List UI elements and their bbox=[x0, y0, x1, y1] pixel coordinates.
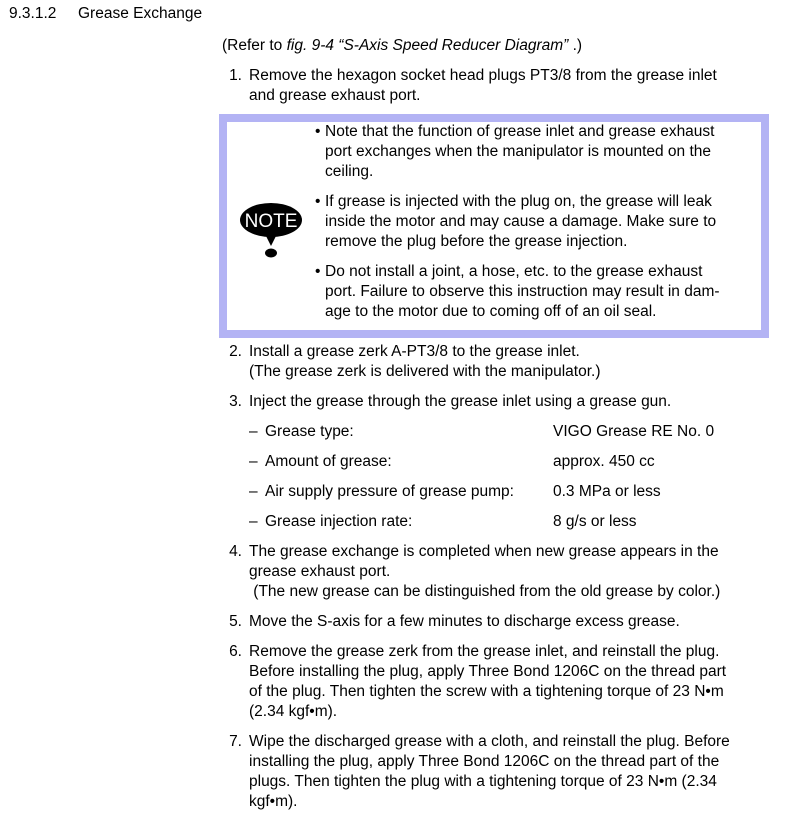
refer-quote: “S-Axis Speed Reducer Diagram” bbox=[334, 37, 569, 54]
note-line: If grease is injected with the plug on, the grease will leak bbox=[325, 193, 712, 210]
step-line: Remove the grease zerk from the grease inlet, and reinstall the plug. bbox=[249, 643, 720, 660]
note-line: Note that the function of grease inlet and grease exhaust bbox=[325, 123, 715, 140]
note-line: ceiling. bbox=[325, 163, 374, 180]
step-number: 1. bbox=[229, 67, 242, 84]
step-line: kgf•m). bbox=[249, 793, 298, 810]
step-line: Before installing the plug, apply Three Bond 1206C on the thread part bbox=[249, 663, 727, 680]
step-number: 6. bbox=[229, 643, 242, 660]
step-line: and grease exhaust port. bbox=[249, 87, 421, 104]
param-value: approx. 450 cc bbox=[553, 453, 655, 470]
param-dash: – bbox=[249, 483, 258, 500]
step-number: 5. bbox=[229, 613, 242, 630]
step-line: The grease exchange is completed when new grease appears in the bbox=[249, 543, 719, 560]
section-number: 9.3.1.2 bbox=[9, 5, 57, 22]
note-icon bbox=[239, 200, 303, 260]
refer-prefix: (Refer to bbox=[222, 37, 287, 54]
param-label: Grease injection rate: bbox=[265, 513, 413, 530]
bullet-dot: • bbox=[315, 263, 321, 280]
param-label: Air supply pressure of grease pump: bbox=[265, 483, 514, 500]
note-line: port. Failure to observe this instruction may result in dam- bbox=[325, 283, 720, 300]
param-dash: – bbox=[249, 513, 258, 530]
note-box bbox=[219, 114, 769, 338]
step-line: (The grease zerk is delivered with the manipulator.) bbox=[249, 363, 601, 380]
note-icon-label: NOTE bbox=[244, 211, 298, 232]
step-number: 3. bbox=[229, 393, 242, 410]
param-value: 8 g/s or less bbox=[553, 513, 637, 530]
note-line: age to the motor due to coming off of an oil seal. bbox=[325, 303, 657, 320]
step-line: Install a grease zerk A-PT3/8 to the grease inlet. bbox=[249, 343, 580, 360]
step-line: installing the plug, apply Three Bond 1206C on the thread part of the bbox=[249, 753, 720, 770]
step-line: Inject the grease through the grease inlet using a grease gun. bbox=[249, 393, 672, 410]
bullet-dot: • bbox=[315, 193, 321, 210]
step-number: 4. bbox=[229, 543, 242, 560]
step-line: grease exhaust port. bbox=[249, 563, 391, 580]
refer-fig: fig. 9-4 bbox=[286, 37, 334, 54]
refer-suffix: .) bbox=[568, 37, 583, 54]
step-line: Remove the hexagon socket head plugs PT3/8 from the grease inlet bbox=[249, 67, 717, 84]
note-line: inside the motor and may cause a damage. Make sure to bbox=[325, 213, 717, 230]
step-number: 7. bbox=[229, 733, 242, 750]
note-line: port exchanges when the manipulator is mounted on the bbox=[325, 143, 712, 160]
note-line: remove the plug before the grease injection. bbox=[325, 233, 628, 250]
param-value: 0.3 MPa or less bbox=[553, 483, 661, 500]
step-line: (2.34 kgf•m). bbox=[249, 703, 338, 720]
param-label: Grease type: bbox=[265, 423, 354, 440]
param-label: Amount of grease: bbox=[265, 453, 392, 470]
step-line: (The new grease can be distinguished from the old grease by color.) bbox=[249, 583, 721, 600]
step-line: plugs. Then tighten the plug with a tightening torque of 23 N•m (2.34 bbox=[249, 773, 717, 790]
param-value: VIGO Grease RE No. 0 bbox=[553, 423, 715, 440]
section-title: Grease Exchange bbox=[78, 5, 203, 22]
param-dash: – bbox=[249, 453, 258, 470]
step-number: 2. bbox=[229, 343, 242, 360]
figure-reference bbox=[222, 36, 582, 56]
step-line: of the plug. Then tighten the screw with a tightening torque of 23 N•m bbox=[249, 683, 724, 700]
step-line: Wipe the discharged grease with a cloth, and reinstall the plug. Before bbox=[249, 733, 730, 750]
note-line: Do not install a joint, a hose, etc. to the grease exhaust bbox=[325, 263, 703, 280]
step-line: Move the S-axis for a few minutes to discharge excess grease. bbox=[249, 613, 680, 630]
bullet-dot: • bbox=[315, 123, 321, 140]
param-dash: – bbox=[249, 423, 258, 440]
